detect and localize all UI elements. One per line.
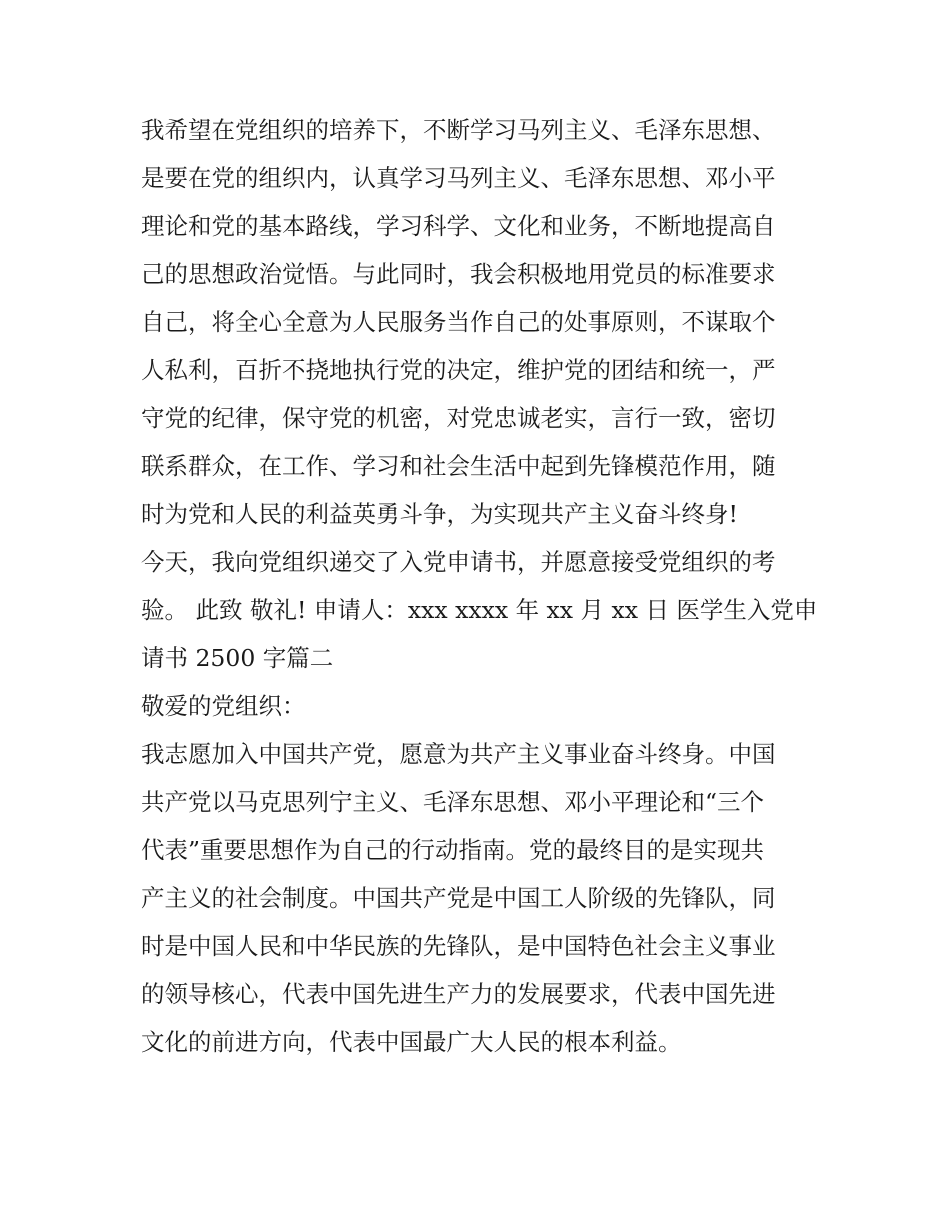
text-line: 今天，我向党组织递交了入党申请书，并愿意接受党组织的考 bbox=[141, 548, 776, 576]
text-line: 代表”重要思想作为自己的行动指南。党的最终目的是实现共 bbox=[141, 836, 765, 864]
text-line: 的领导核心，代表中国先进生产力的发展要求，代表中国先进 bbox=[141, 980, 776, 1008]
text-line: 验。 此致 敬礼! 申请人：xxx xxxx 年 xx 月 xx 日 医学生入党申 bbox=[141, 596, 818, 624]
text-line: 请书 2500 字篇二 bbox=[141, 644, 334, 672]
text-line: 文化的前进方向，代表中国最广大人民的根本利益。 bbox=[141, 1028, 682, 1056]
text-line: 自己，将全心全意为人民服务当作自己的处事原则，不谋取个 bbox=[141, 308, 776, 336]
salutation: 敬爱的党组织： bbox=[141, 692, 306, 720]
text-line: 人私利，百折不挠地执行党的决定，维护党的团结和统一，严 bbox=[141, 356, 776, 384]
text-line: 己的思想政治觉悟。与此同时，我会积极地用党员的标准要求 bbox=[141, 260, 776, 288]
document-body bbox=[141, 106, 821, 1066]
text-line: 产主义的社会制度。中国共产党是中国工人阶级的先锋队，同 bbox=[141, 884, 776, 912]
text-line: 共产党以马克思列宁主义、毛泽东思想、邓小平理论和“三个 bbox=[141, 788, 765, 816]
text-line: 是要在党的组织内，认真学习马列主义、毛泽东思想、邓小平 bbox=[141, 164, 776, 192]
text-line: 联系群众，在工作、学习和社会生活中起到先锋模范作用，随 bbox=[141, 452, 776, 480]
text-line: 理论和党的基本路线，学习科学、文化和业务，不断地提高自 bbox=[141, 212, 776, 240]
text-line: 时是中国人民和中华民族的先锋队，是中国特色社会主义事业 bbox=[141, 932, 776, 960]
text-line: 时为党和人民的利益英勇斗争，为实现共产主义奋斗终身! bbox=[141, 500, 738, 528]
text-line: 守党的纪律，保守党的机密，对党忠诚老实，言行一致，密切 bbox=[141, 404, 776, 432]
text-line: 我希望在党组织的培养下，不断学习马列主义、毛泽东思想、 bbox=[141, 116, 776, 144]
text-line: 我志愿加入中国共产党，愿意为共产主义事业奋斗终身。中国 bbox=[141, 740, 776, 768]
